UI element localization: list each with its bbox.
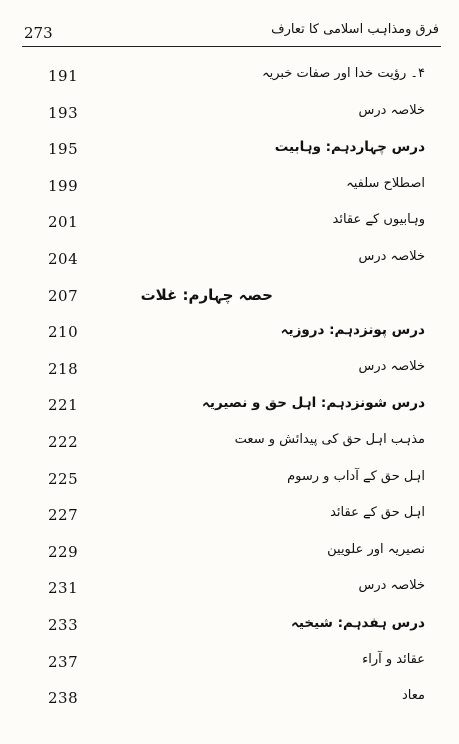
toc-entry-title: خلاصہ درس bbox=[358, 578, 425, 594]
toc-entry bbox=[0, 100, 459, 130]
toc-entry bbox=[0, 246, 459, 276]
toc-entry bbox=[0, 649, 459, 679]
toc-page-number: 238 bbox=[48, 689, 79, 708]
toc-entry bbox=[0, 209, 459, 239]
toc-entry-title: معاد bbox=[402, 688, 425, 704]
toc-page-number: 195 bbox=[48, 140, 79, 159]
running-title: فرق ومذاہب اسلامی کا تعارف bbox=[271, 22, 439, 37]
toc-page-number: 193 bbox=[48, 103, 79, 122]
toc-entry bbox=[0, 685, 459, 715]
toc-entry bbox=[0, 136, 459, 166]
toc-page-number: 204 bbox=[48, 250, 79, 268]
running-header bbox=[22, 22, 441, 47]
toc-entry-title: عقائد و آراء bbox=[362, 651, 425, 667]
toc-entry-title: اصطلاح سلفیہ bbox=[346, 175, 425, 191]
toc-entry-title: خلاصہ درس bbox=[358, 358, 425, 374]
toc-page-number: 201 bbox=[48, 213, 79, 232]
toc-entry bbox=[0, 173, 459, 203]
page-number: 273 bbox=[24, 24, 53, 42]
toc-entry-title: وہابیوں کے عقائد bbox=[332, 212, 425, 228]
toc-page-number: 227 bbox=[48, 506, 79, 525]
toc-entry-title: درس پونزدہم: دروزیہ bbox=[280, 322, 425, 339]
toc-entry-title: خلاصہ درس bbox=[358, 102, 425, 118]
toc-page-number: 229 bbox=[48, 542, 79, 561]
toc-entry bbox=[0, 539, 459, 569]
toc-entry-title: خلاصہ درس bbox=[358, 249, 425, 264]
toc-entry-title: درس شونزدہم: اہل حق و نصیریہ bbox=[202, 395, 425, 412]
toc-entry bbox=[0, 319, 459, 349]
toc-entry bbox=[0, 466, 459, 496]
toc-entry-title: اہل حق کے عقائد bbox=[330, 505, 425, 521]
toc-entry bbox=[0, 575, 459, 605]
toc-entry bbox=[0, 429, 459, 459]
toc-page-number: 231 bbox=[48, 579, 79, 598]
toc-entry bbox=[0, 392, 459, 422]
toc-entry-title: نصیریہ اور علویین bbox=[327, 541, 425, 557]
toc-entry bbox=[0, 502, 459, 532]
toc-entry-title: درس ہفدہم: شیخیہ bbox=[291, 615, 425, 631]
toc-page-number: 210 bbox=[48, 323, 79, 342]
toc-page-number: 225 bbox=[48, 469, 79, 488]
toc-entry-title: حصہ چہارم: غلات bbox=[140, 285, 273, 304]
toc-entry bbox=[0, 356, 459, 386]
toc-entry bbox=[0, 612, 459, 642]
toc-page-number: 218 bbox=[48, 359, 79, 378]
toc-page-number: 207 bbox=[48, 286, 79, 305]
toc-page-number: 221 bbox=[48, 396, 79, 415]
toc-page-number: 237 bbox=[48, 652, 79, 671]
toc-page-number: 233 bbox=[48, 616, 79, 634]
toc-entry bbox=[0, 63, 459, 93]
toc-page-number: 191 bbox=[48, 67, 79, 85]
toc-entry bbox=[0, 283, 459, 313]
toc-page-number: 222 bbox=[48, 433, 79, 451]
toc-entry-title: ۴۔ رؤیت خدا اور صفات خبریہ bbox=[261, 66, 425, 81]
toc-entry-title: اہل حق کے آداب و رسوم bbox=[287, 468, 425, 484]
toc-entry-title: درس چہاردہم: وہابیت bbox=[274, 139, 425, 156]
toc-entry-title: مذہب اہل حق کی پیدائش و سعت bbox=[234, 432, 425, 447]
toc-page-number: 199 bbox=[48, 176, 79, 195]
